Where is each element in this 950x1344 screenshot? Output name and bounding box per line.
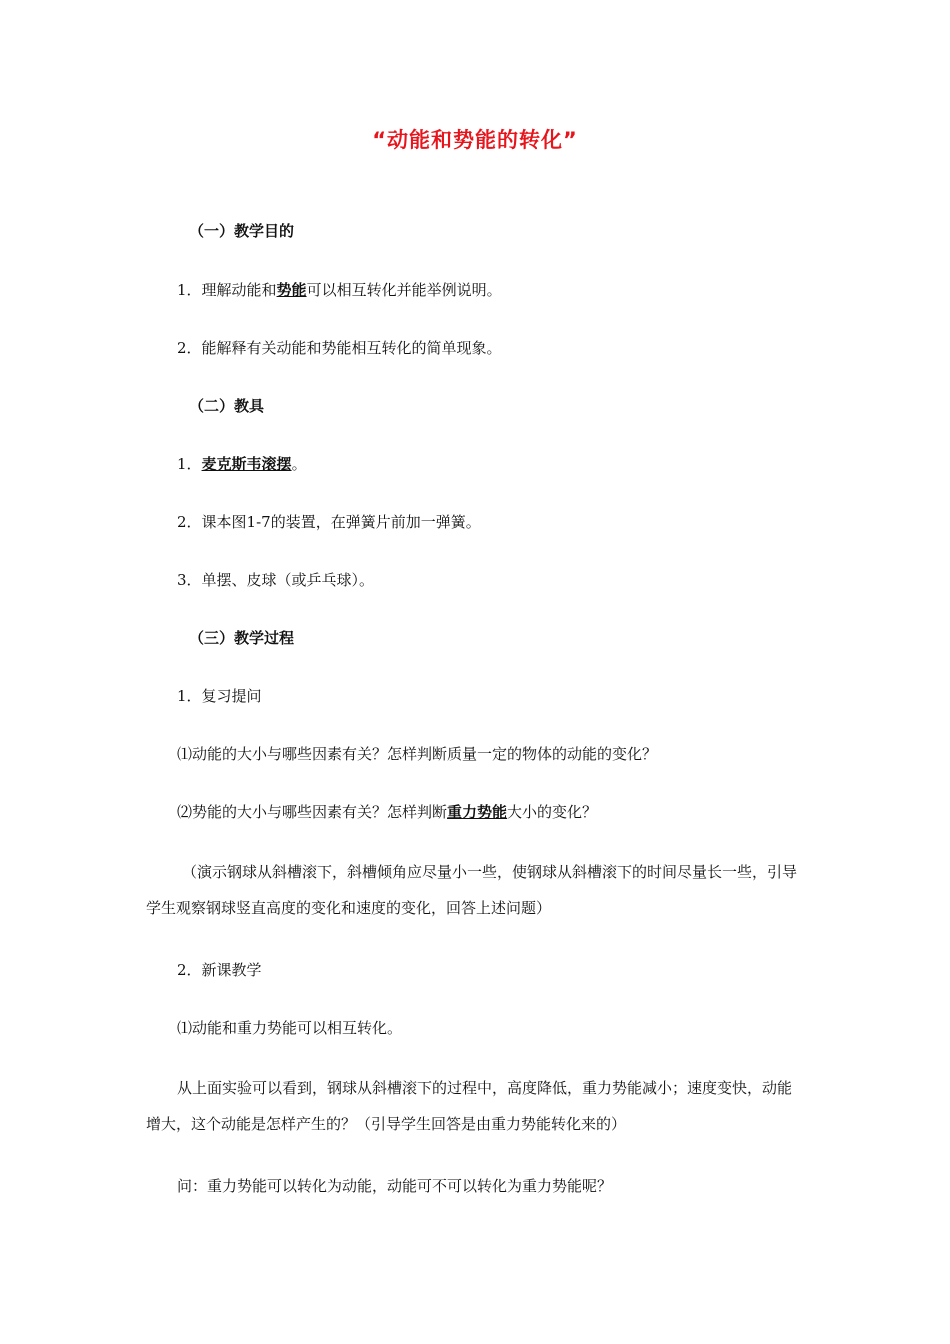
section-heading-process: （三）教学过程: [189, 629, 295, 647]
equipment-item-1-suffix: 。: [291, 455, 307, 473]
document-title: “动能和势能的转化”: [372, 128, 578, 152]
new-lesson-title: 2．新课教学: [177, 961, 262, 979]
review-title: 1．复习提问: [177, 687, 262, 705]
objective-item-1-suffix: 可以相互转化并能举例说明。: [306, 281, 502, 299]
keyword-link-potential-energy[interactable]: 势能: [276, 281, 307, 299]
review-question-2-suffix: 大小的变化？: [507, 803, 598, 821]
keyword-link-gravitational-potential-energy[interactable]: 重力势能: [447, 803, 508, 821]
section-heading-equipment: （二）教具: [189, 397, 265, 415]
demo-paragraph: （演示钢球从斜槽滚下，斜槽倾角应尽量小一些，使钢球从斜槽滚下的时间尽量长一些，引导学生观察钢球竖直高度的变化和速度的变化，回答上述问题）: [146, 863, 798, 917]
review-question-2: [177, 802, 597, 822]
equipment-item-3: 3．单摆、皮球（或乒乓球）。: [177, 571, 375, 589]
equipment-item-1: [177, 454, 307, 474]
teaching-point-1: ⑴动能和重力势能可以相互转化。: [177, 1019, 403, 1037]
equipment-item-2: 2．课本图1-7的装置，在弹簧片前加一弹簧。: [177, 513, 481, 531]
section-heading-objectives: （一）教学目的: [189, 222, 295, 240]
review-question-1: ⑴动能的大小与哪些因素有关？怎样判断质量一定的物体的动能的变化？: [177, 745, 658, 763]
equipment-item-1-prefix: 1．: [177, 455, 202, 473]
explanation-paragraph: 从上面实验可以看到，钢球从斜槽滚下的过程中，高度降低，重力势能减小；速度变快，动能增大，这个动能是怎样产生的？（引导学生回答是由重力势能转化来的）: [146, 1079, 793, 1133]
objective-item-1: [177, 280, 502, 300]
objective-item-2: 2．能解释有关动能和势能相互转化的简单现象。: [177, 339, 502, 357]
follow-up-question: 问：重力势能可以转化为动能，动能可不可以转化为重力势能呢？: [177, 1177, 613, 1195]
review-question-2-prefix: ⑵势能的大小与哪些因素有关？怎样判断: [177, 803, 448, 821]
keyword-link-maxwell-pendulum[interactable]: 麦克斯韦滚摆: [201, 455, 292, 473]
objective-item-1-prefix: 1．理解动能和: [177, 281, 277, 299]
